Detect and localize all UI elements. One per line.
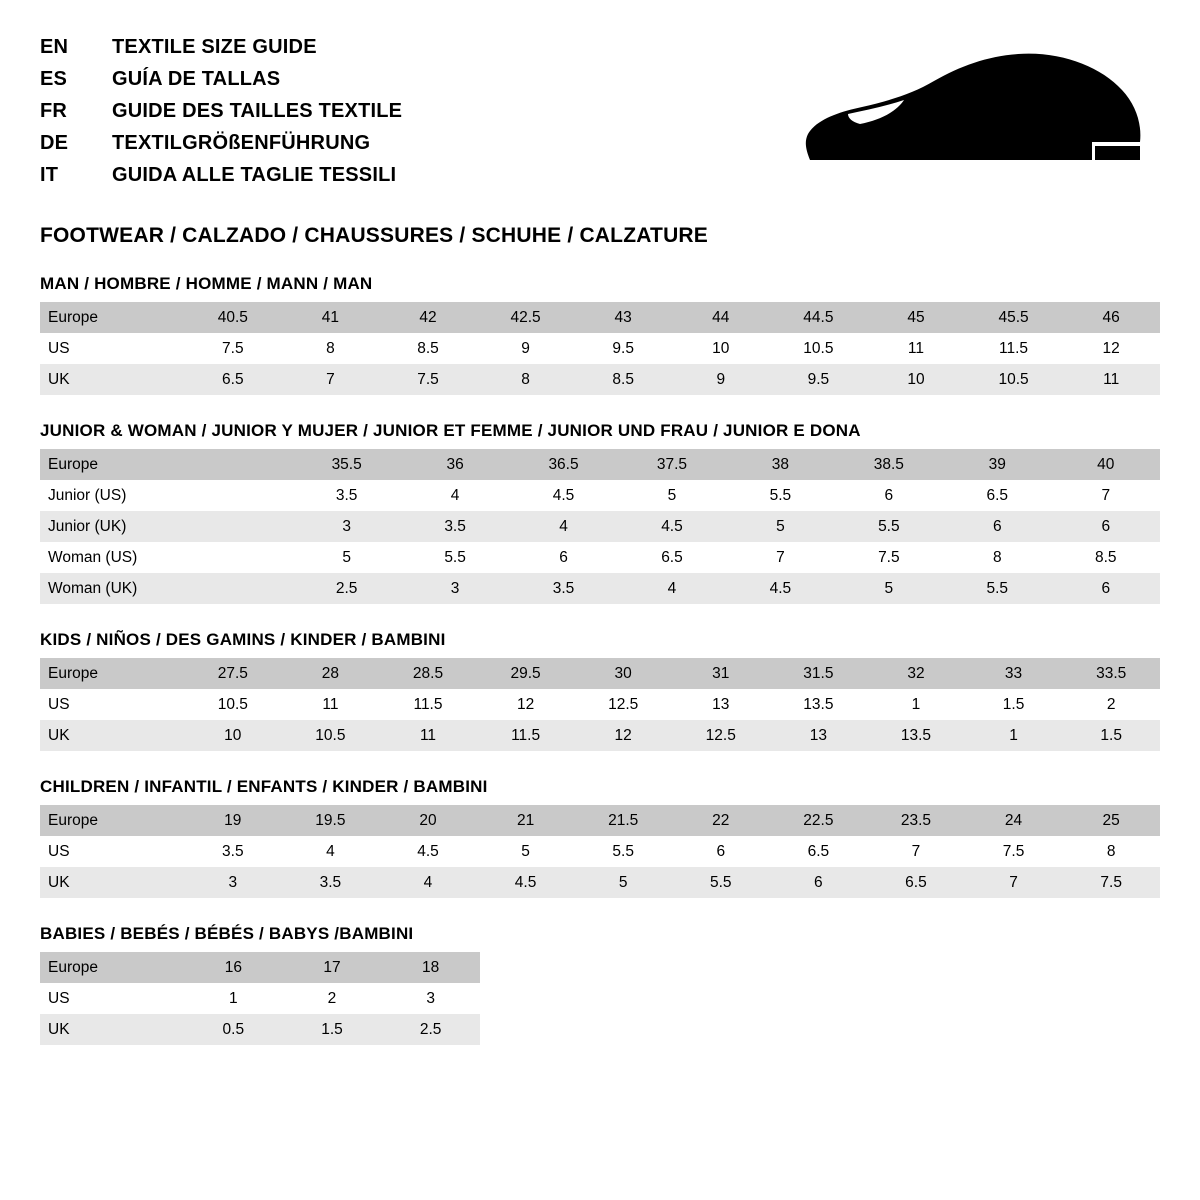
table-cell: 7.5: [184, 333, 282, 364]
table-cell: 5: [574, 867, 672, 898]
table-cell: 7.5: [965, 836, 1063, 867]
table-cell: 5: [835, 573, 943, 604]
table-cell: 2.5: [381, 1014, 480, 1045]
table-cell: 4: [401, 480, 509, 511]
table-cell: 8: [477, 364, 575, 395]
table-cell: 5.5: [943, 573, 1051, 604]
table-cell: 6.5: [618, 542, 726, 573]
section-man: [40, 274, 1160, 395]
table-cell: 10.5: [184, 689, 282, 720]
table-cell: 5: [477, 836, 575, 867]
section-title: MAN / HOMBRE / HOMME / MANN / MAN: [40, 274, 373, 293]
table-cell: 9: [672, 364, 770, 395]
table-cell: 19: [184, 805, 282, 836]
table-cell: 6: [672, 836, 770, 867]
table-cell: 8.5: [379, 333, 477, 364]
table-row: [40, 689, 1160, 720]
table-row: [40, 302, 1160, 333]
table-cell: 4.5: [477, 867, 575, 898]
table-cell: 1: [184, 983, 283, 1014]
table-cell: 1.5: [1062, 720, 1160, 751]
table-cell: 7: [1052, 480, 1161, 511]
table-cell: 1.5: [965, 689, 1063, 720]
table-cell: 13.5: [867, 720, 965, 751]
language-title: GUÍA DE TALLAS: [112, 68, 281, 90]
size-table-junior-woman: [40, 449, 1160, 604]
section-title: JUNIOR & WOMAN / JUNIOR Y MUJER / JUNIOR ET FEMME / JUNIOR UND FRAU / JUNIOR E DONA: [40, 421, 861, 440]
table-cell: 38: [726, 449, 834, 480]
row-label: UK: [40, 720, 184, 751]
table-row: [40, 542, 1160, 573]
table-cell: 5.5: [835, 511, 943, 542]
table-cell: 3.5: [282, 867, 380, 898]
table-cell: 5.5: [401, 542, 509, 573]
section-title: CHILDREN / INFANTIL / ENFANTS / KINDER / BAMBINI: [40, 777, 488, 796]
language-title: TEXTILE SIZE GUIDE: [112, 36, 317, 58]
table-cell: [184, 449, 292, 480]
row-label: Junior (UK): [40, 511, 184, 542]
table-cell: 0.5: [184, 1014, 283, 1045]
table-cell: 44: [672, 302, 770, 333]
table-row: [40, 573, 1160, 604]
table-cell: 35.5: [292, 449, 400, 480]
table-cell: 11.5: [379, 689, 477, 720]
table-cell: 37.5: [618, 449, 726, 480]
row-label: UK: [40, 1014, 184, 1045]
row-label: US: [40, 983, 184, 1014]
row-label: Europe: [40, 805, 184, 836]
table-cell: 29.5: [477, 658, 575, 689]
table-cell: 4.5: [726, 573, 834, 604]
row-label: Europe: [40, 658, 184, 689]
table-cell: [184, 511, 292, 542]
table-cell: 19.5: [282, 805, 380, 836]
table-cell: 11: [379, 720, 477, 751]
table-cell: 17: [283, 952, 382, 983]
table-cell: 1: [867, 689, 965, 720]
section-kids: [40, 630, 1160, 751]
table-cell: 10: [672, 333, 770, 364]
table-cell: 6: [1052, 573, 1161, 604]
table-row: [40, 511, 1160, 542]
row-label: UK: [40, 364, 184, 395]
table-cell: 33: [965, 658, 1063, 689]
dress-shoe-icon: [792, 50, 1142, 190]
table-cell: 4: [282, 836, 380, 867]
table-cell: 42.5: [477, 302, 575, 333]
row-label: US: [40, 333, 184, 364]
table-cell: 44.5: [770, 302, 868, 333]
table-cell: 5: [292, 542, 400, 573]
language-title: GUIDA ALLE TAGLIE TESSILI: [112, 164, 397, 186]
row-label: US: [40, 836, 184, 867]
table-cell: 9.5: [574, 333, 672, 364]
row-label: Woman (UK): [40, 573, 184, 604]
table-cell: 7.5: [835, 542, 943, 573]
table-cell: 2: [283, 983, 382, 1014]
table-cell: 45: [867, 302, 965, 333]
size-table-man: [40, 302, 1160, 395]
table-cell: 42: [379, 302, 477, 333]
language-code: ES: [40, 68, 68, 90]
language-title: TEXTILGRÖßENFÜHRUNG: [112, 132, 371, 154]
table-cell: 9.5: [770, 364, 868, 395]
category-title: FOOTWEAR / CALZADO / CHAUSSURES / SCHUHE / CALZATURE: [40, 224, 709, 247]
table-cell: 27.5: [184, 658, 282, 689]
table-cell: 10: [867, 364, 965, 395]
table-cell: 6: [1052, 511, 1161, 542]
table-cell: 16: [184, 952, 283, 983]
table-cell: 45.5: [965, 302, 1063, 333]
table-cell: 13: [672, 689, 770, 720]
table-cell: 12: [477, 689, 575, 720]
table-cell: 3.5: [184, 836, 282, 867]
table-cell: 21.5: [574, 805, 672, 836]
table-cell: [184, 542, 292, 573]
table-cell: 5.5: [726, 480, 834, 511]
table-cell: 10.5: [770, 333, 868, 364]
table-cell: 3: [292, 511, 400, 542]
section-title: KIDS / NIÑOS / DES GAMINS / KINDER / BAMBINI: [40, 630, 446, 649]
table-cell: 10.5: [965, 364, 1063, 395]
table-cell: 3: [184, 867, 282, 898]
section-children: [40, 777, 1160, 898]
table-cell: 12: [1062, 333, 1160, 364]
table-cell: 7: [867, 836, 965, 867]
table-cell: 6.5: [184, 364, 282, 395]
table-cell: 13: [770, 720, 868, 751]
table-cell: 7: [282, 364, 380, 395]
language-code: DE: [40, 132, 69, 154]
table-cell: 28.5: [379, 658, 477, 689]
table-row: [40, 364, 1160, 395]
table-cell: 11.5: [965, 333, 1063, 364]
table-cell: 5: [618, 480, 726, 511]
table-row: [40, 1014, 480, 1045]
table-cell: 7: [726, 542, 834, 573]
table-cell: 4: [379, 867, 477, 898]
table-row: [40, 867, 1160, 898]
table-cell: 3.5: [292, 480, 400, 511]
table-cell: 2: [1062, 689, 1160, 720]
table-cell: 8: [943, 542, 1051, 573]
table-row: [40, 480, 1160, 511]
table-cell: 20: [379, 805, 477, 836]
table-cell: 1: [965, 720, 1063, 751]
table-cell: 3: [401, 573, 509, 604]
size-table-children: [40, 805, 1160, 898]
table-cell: 3.5: [509, 573, 617, 604]
table-cell: 7.5: [379, 364, 477, 395]
table-cell: 3: [381, 983, 480, 1014]
table-cell: 6.5: [943, 480, 1051, 511]
table-cell: 11.5: [477, 720, 575, 751]
table-cell: 6: [770, 867, 868, 898]
table-row: [40, 720, 1160, 751]
table-cell: 11: [1062, 364, 1160, 395]
row-label: Woman (US): [40, 542, 184, 573]
table-cell: 36: [401, 449, 509, 480]
row-label: Junior (US): [40, 480, 184, 511]
table-cell: 4: [618, 573, 726, 604]
table-cell: 31: [672, 658, 770, 689]
table-cell: 18: [381, 952, 480, 983]
table-cell: 23.5: [867, 805, 965, 836]
table-row: [40, 449, 1160, 480]
table-cell: 6.5: [867, 867, 965, 898]
table-cell: 4.5: [618, 511, 726, 542]
table-cell: 12.5: [672, 720, 770, 751]
table-row: [40, 658, 1160, 689]
table-cell: 28: [282, 658, 380, 689]
table-cell: 13.5: [770, 689, 868, 720]
table-row: [40, 805, 1160, 836]
table-cell: 3.5: [401, 511, 509, 542]
language-code: IT: [40, 164, 59, 186]
table-cell: 4.5: [379, 836, 477, 867]
table-cell: 21: [477, 805, 575, 836]
table-cell: 33.5: [1062, 658, 1160, 689]
table-cell: 1.5: [283, 1014, 382, 1045]
table-cell: 5.5: [672, 867, 770, 898]
table-cell: 36.5: [509, 449, 617, 480]
row-label: Europe: [40, 302, 184, 333]
table-cell: 11: [867, 333, 965, 364]
table-cell: 43: [574, 302, 672, 333]
table-cell: 7: [965, 867, 1063, 898]
table-cell: 31.5: [770, 658, 868, 689]
table-cell: 4: [509, 511, 617, 542]
table-cell: [184, 573, 292, 604]
language-title: GUIDE DES TAILLES TEXTILE: [112, 100, 403, 122]
table-cell: 8: [1062, 836, 1160, 867]
table-cell: 12: [574, 720, 672, 751]
table-cell: 38.5: [835, 449, 943, 480]
row-label: US: [40, 689, 184, 720]
table-cell: 41: [282, 302, 380, 333]
table-cell: 5.5: [574, 836, 672, 867]
row-label: Europe: [40, 449, 184, 480]
table-cell: 11: [282, 689, 380, 720]
table-cell: 40.5: [184, 302, 282, 333]
table-cell: 22: [672, 805, 770, 836]
size-table-babies: [40, 952, 480, 1045]
table-cell: 24: [965, 805, 1063, 836]
table-cell: 5: [726, 511, 834, 542]
table-cell: 40: [1052, 449, 1161, 480]
row-label: UK: [40, 867, 184, 898]
table-row: [40, 952, 480, 983]
table-cell: 6: [835, 480, 943, 511]
table-cell: 30: [574, 658, 672, 689]
table-cell: [184, 480, 292, 511]
table-row: [40, 836, 1160, 867]
table-cell: 39: [943, 449, 1051, 480]
table-cell: 10.5: [282, 720, 380, 751]
table-cell: 8.5: [1052, 542, 1161, 573]
table-cell: 10: [184, 720, 282, 751]
table-cell: 6: [943, 511, 1051, 542]
table-cell: 9: [477, 333, 575, 364]
table-cell: 12.5: [574, 689, 672, 720]
table-cell: 22.5: [770, 805, 868, 836]
row-label: Europe: [40, 952, 184, 983]
table-cell: 2.5: [292, 573, 400, 604]
table-cell: 8.5: [574, 364, 672, 395]
table-cell: 4.5: [509, 480, 617, 511]
section-junior-woman: [40, 421, 1160, 604]
table-cell: 32: [867, 658, 965, 689]
table-cell: 6: [509, 542, 617, 573]
table-row: [40, 333, 1160, 364]
table-cell: 25: [1062, 805, 1160, 836]
table-cell: 7.5: [1062, 867, 1160, 898]
table-cell: 8: [282, 333, 380, 364]
table-cell: 46: [1062, 302, 1160, 333]
language-code: EN: [40, 36, 69, 58]
section-title: BABIES / BEBÉS / BÉBÉS / BABYS /BAMBINI: [40, 924, 414, 943]
size-table-kids: [40, 658, 1160, 751]
table-row: [40, 983, 480, 1014]
section-babies: [40, 924, 1160, 1045]
table-cell: 6.5: [770, 836, 868, 867]
language-code: FR: [40, 100, 68, 122]
